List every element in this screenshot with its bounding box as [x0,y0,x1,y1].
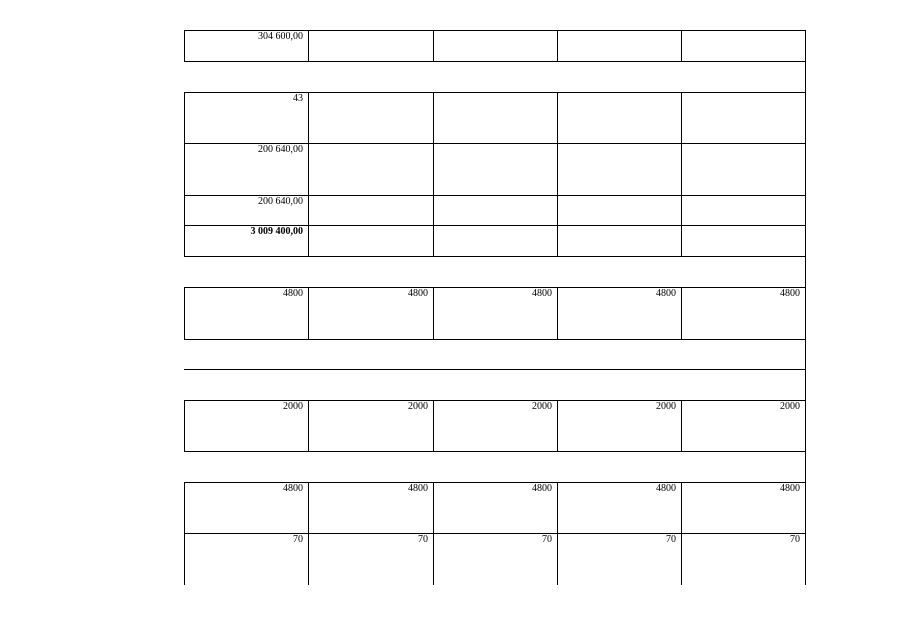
table-cell: 4800 [656,483,676,494]
table-cell: 4800 [656,288,676,299]
table-cell: 2000 [408,401,428,412]
table-cell: 70 [542,534,552,545]
table-cell: 70 [666,534,676,545]
table-cell: 4800 [283,288,303,299]
table-cell: 2000 [780,401,800,412]
table-cell: 3 009 400,00 [250,226,303,237]
table-cell: 2000 [532,401,552,412]
table-cell: 4800 [408,483,428,494]
table-cell: 4800 [532,483,552,494]
table-cell: 4800 [780,483,800,494]
table-cell: 70 [418,534,428,545]
table-cell: 2000 [656,401,676,412]
table-cell: 43 [293,93,303,104]
table-cell: 4800 [780,288,800,299]
table-cell: 70 [293,534,303,545]
table-cell: 2000 [283,401,303,412]
table-cell: 304 600,00 [258,31,303,42]
table-cell: 200 640,00 [258,144,303,155]
table-cell: 200 640,00 [258,196,303,207]
table-cell: 4800 [283,483,303,494]
table-cell: 4800 [408,288,428,299]
table-cell: 4800 [532,288,552,299]
table-cell: 70 [790,534,800,545]
